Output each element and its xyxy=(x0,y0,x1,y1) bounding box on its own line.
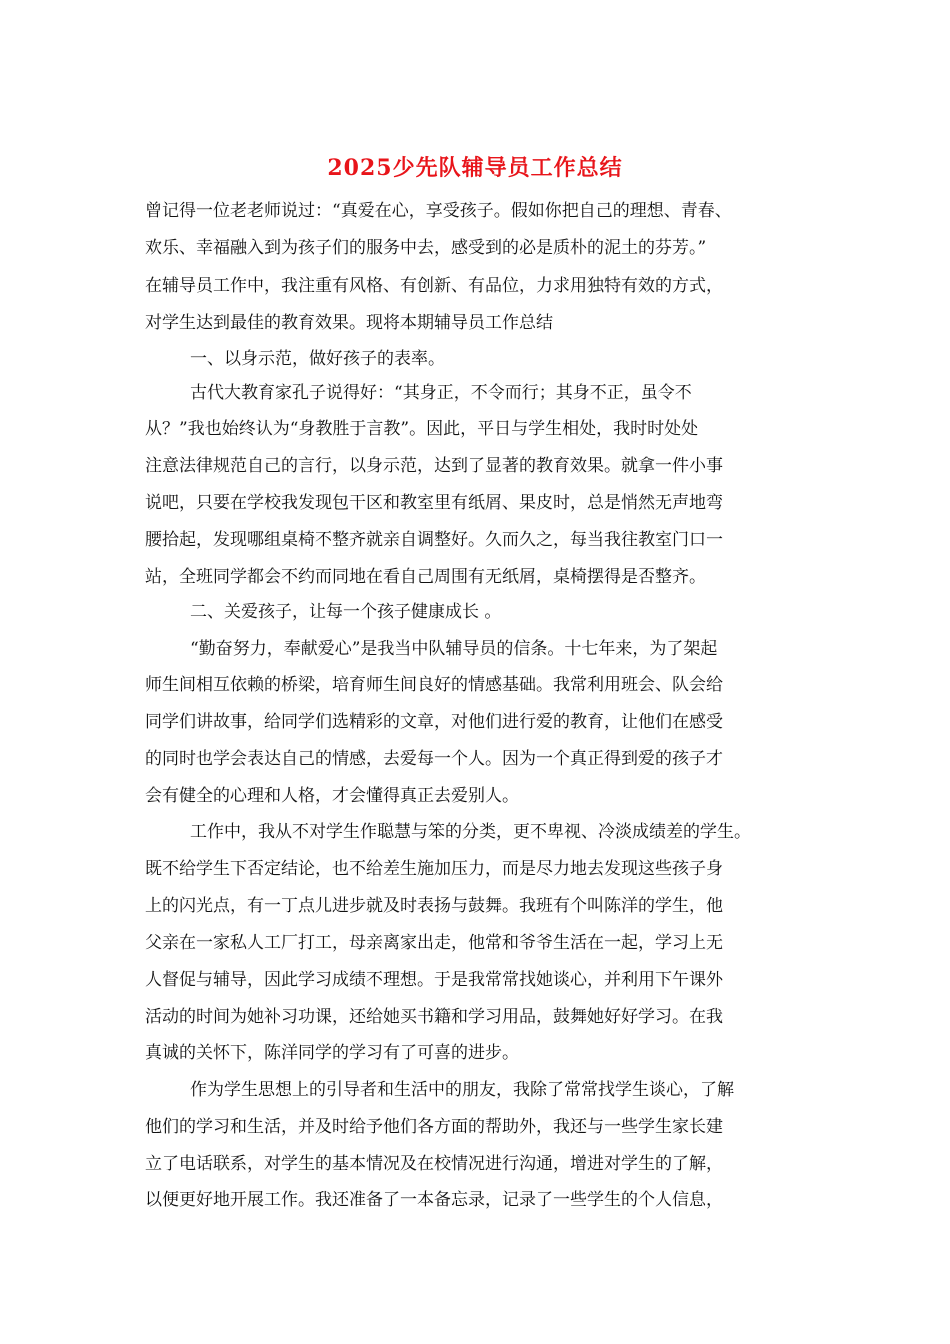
body-line: 同学们讲故事，给同学们选精彩的文章，对他们进行爱的教育，让他们在感受 xyxy=(145,712,723,732)
body-line: 既不给学生下否定结论，也不给差生施加压力，而是尽力地去发现这些孩子身 xyxy=(145,859,723,879)
body-line: 他们的学习和生活，并及时给予他们各方面的帮助外，我还与一些学生家长建 xyxy=(145,1117,723,1137)
body-line: 真诚的关怀下，陈洋同学的学习有了可喜的进步。 xyxy=(145,1043,519,1063)
body-line: 的同时也学会表达自己的情感，去爱每一个人。因为一个真正得到爱的孩子才 xyxy=(145,749,723,769)
body-line: 作为学生思想上的引导者和生活中的朋友，我除了常常找学生谈心，了解 xyxy=(190,1080,734,1100)
body-line: 对学生达到最佳的教育效果。现将本期辅导员工作总结 xyxy=(145,313,553,333)
body-line: 会有健全的心理和人格，才会懂得真正去爱别人。 xyxy=(145,786,519,806)
body-line: 师生间相互依赖的桥梁，培育师生间良好的情感基础。我常利用班会、队会给 xyxy=(145,675,723,695)
body-line: 以便更好地开展工作。我还准备了一本备忘录，记录了一些学生的个人信息， xyxy=(145,1190,723,1210)
document-title: 2025少先队辅导员工作总结 xyxy=(327,155,623,181)
body-line: 上的闪光点，有一丁点儿进步就及时表扬与鼓舞。我班有个叫陈洋的学生，他 xyxy=(145,896,723,916)
body-line: 注意法律规范自己的言行，以身示范，达到了显著的教育效果。就拿一件小事 xyxy=(145,456,723,476)
section-heading: 二、关爱孩子，让每一个孩子健康成长 。 xyxy=(190,602,502,622)
body-line: 立了电话联系，对学生的基本情况及在校情况进行沟通，增进对学生的了解， xyxy=(145,1154,723,1174)
body-line: 活动的时间为她补习功课，还给她买书籍和学习用品，鼓舞她好好学习。在我 xyxy=(145,1007,723,1027)
body-line: 在辅导员工作中，我注重有风格、有创新、有品位，力求用独特有效的方式， xyxy=(145,276,723,296)
body-line: 从？”我也始终认为“身教胜于言教”。因此，平日与学生相处，我时时处处 xyxy=(145,419,699,439)
body-line: “勤奋努力，奉献爱心”是我当中队辅导员的信条。十七年来，为了架起 xyxy=(190,639,718,659)
body-line: 腰拾起，发现哪组桌椅不整齐就亲自调整好。久而久之，每当我往教室门口一 xyxy=(145,530,723,550)
body-line: 父亲在一家私人工厂打工，母亲离家出走，他常和爷爷生活在一起，学习上无 xyxy=(145,933,723,953)
body-line: 说吧，只要在学校我发现包干区和教室里有纸屑、果皮时，总是悄然无声地弯 xyxy=(145,493,723,513)
body-line: 欢乐、幸福融入到为孩子们的服务中去，感受到的必是质朴的泥土的芬芳。” xyxy=(145,238,707,258)
body-line: 工作中，我从不对学生作聪慧与笨的分类，更不卑视、冷淡成绩差的学生。 xyxy=(190,822,751,842)
section-heading: 一、以身示范，做好孩子的表率。 xyxy=(190,349,445,369)
body-line: 古代大教育家孔子说得好：“其身正，不令而行；其身不正，虽令不 xyxy=(190,383,692,403)
body-line: 人督促与辅导，因此学习成绩不理想。于是我常常找她谈心，并利用下午课外 xyxy=(145,970,723,990)
body-line: 曾记得一位老老师说过：“真爱在心，享受孩子。假如你把自己的理想、青春、 xyxy=(145,201,732,221)
body-line: 站，全班同学都会不约而同地在看自己周围有无纸屑，桌椅摆得是否整齐。 xyxy=(145,567,706,587)
